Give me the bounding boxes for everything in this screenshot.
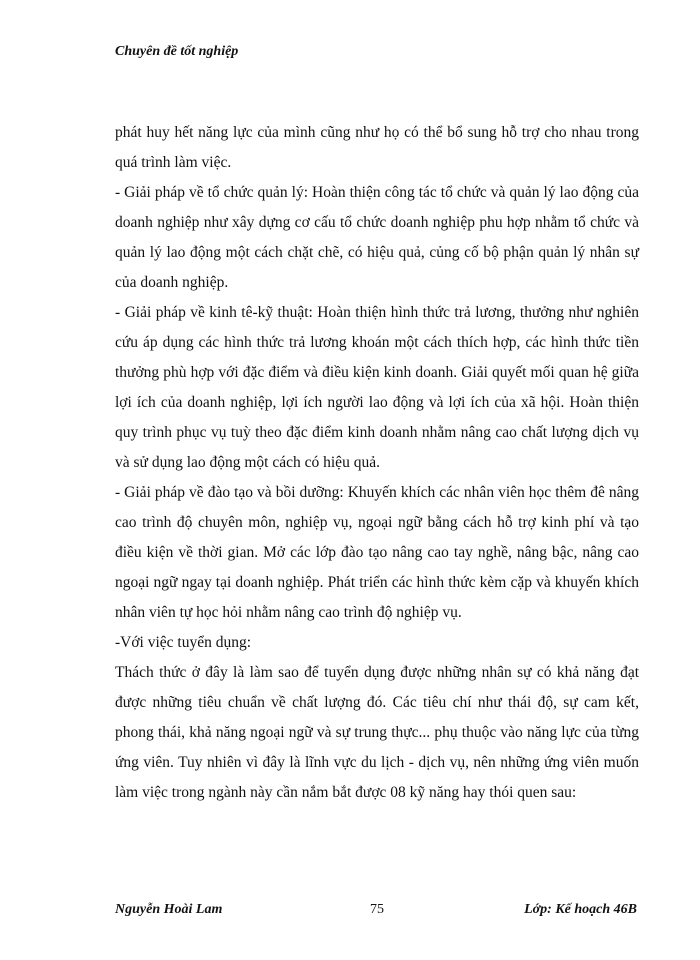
- paragraph-recruitment-challenge: Thách thức ở đây là làm sao để tuyển dụng được những nhân sự có khả năng đạt được những tiêu chuẩn về chất lượng đó. Các tiêu chí như thái độ, sự cam kết, phong thái, khả năng ngoại ngữ và sự trung thực... phụ thuộc vào năng lực của từng ứng viên. Tuy nhiên vì đây là lĩnh vực du lịch - dịch vụ, nên những ứng viên muốn làm việc trong ngành này cần nắm bắt được 08 kỹ năng hay thói quen sau:: [115, 664, 639, 801]
- running-header: Chuyên đề tốt nghiệp: [115, 44, 239, 59]
- paragraph-training-solution: - Giải pháp về đào tạo và bồi dưỡng: Khuyến khích các nhân viên học thêm đê nâng cao trình độ chuyên môn, nghiệp vụ, ngoại ngữ bằng cách hỗ trợ kinh phí và tạo điều kiện về thời gian. Mở các lớp đào tạo nâng cao tay nghề, nâng bậc, nâng cao ngoại ngữ ngay tại doanh nghiệp. Phát triển các hình thức kèm cặp và khuyến khích nhân viên tự học hỏi nhằm nâng cao trình độ nghiệp vụ.: [115, 484, 639, 621]
- paragraph-recruitment-heading: -Với việc tuyển dụng:: [115, 634, 252, 651]
- paragraph-continuation: phát huy hết năng lực của mình cũng như họ có thể bổ sung hỗ trợ cho nhau trong quá trình làm việc.: [115, 124, 639, 171]
- footer-author: Nguyễn Hoài Lam: [115, 902, 223, 917]
- page-footer: [115, 902, 637, 922]
- page-number: 75: [370, 902, 384, 917]
- footer-class-label: Lớp: Kế hoạch 46B: [524, 902, 637, 917]
- body-text: [115, 118, 639, 808]
- paragraph-management-solution: - Giải pháp về tổ chức quản lý: Hoàn thiện công tác tổ chức và quản lý lao động của doanh nghiệp như xây dựng cơ cấu tổ chức doanh nghiệp phu hợp nhằm tổ chức và quản lý lao động một cách chặt chẽ, có hiệu quả, củng cố bộ phận quản lý nhân sự của doanh nghiệp.: [115, 184, 639, 291]
- paragraph-economic-technical-solution: - Giải pháp về kinh tê-kỹ thuật: Hoàn thiện hình thức trả lương, thưởng như nghiên cứu áp dụng các hình thức trả lương khoán một cách thích hợp, các hình thức tiền thưởng phù hợp với đặc điểm và điều kiện kinh doanh. Giải quyết mối quan hệ giữa lợi ích của doanh nghiệp, lợi ích người lao động và lợi ích của xã hội. Hoàn thiện quy trình phục vụ tuỳ theo đặc điểm kinh doanh nhằm nâng cao chất lượng dịch vụ và sử dụng lao động một cách có hiệu quả.: [115, 304, 639, 471]
